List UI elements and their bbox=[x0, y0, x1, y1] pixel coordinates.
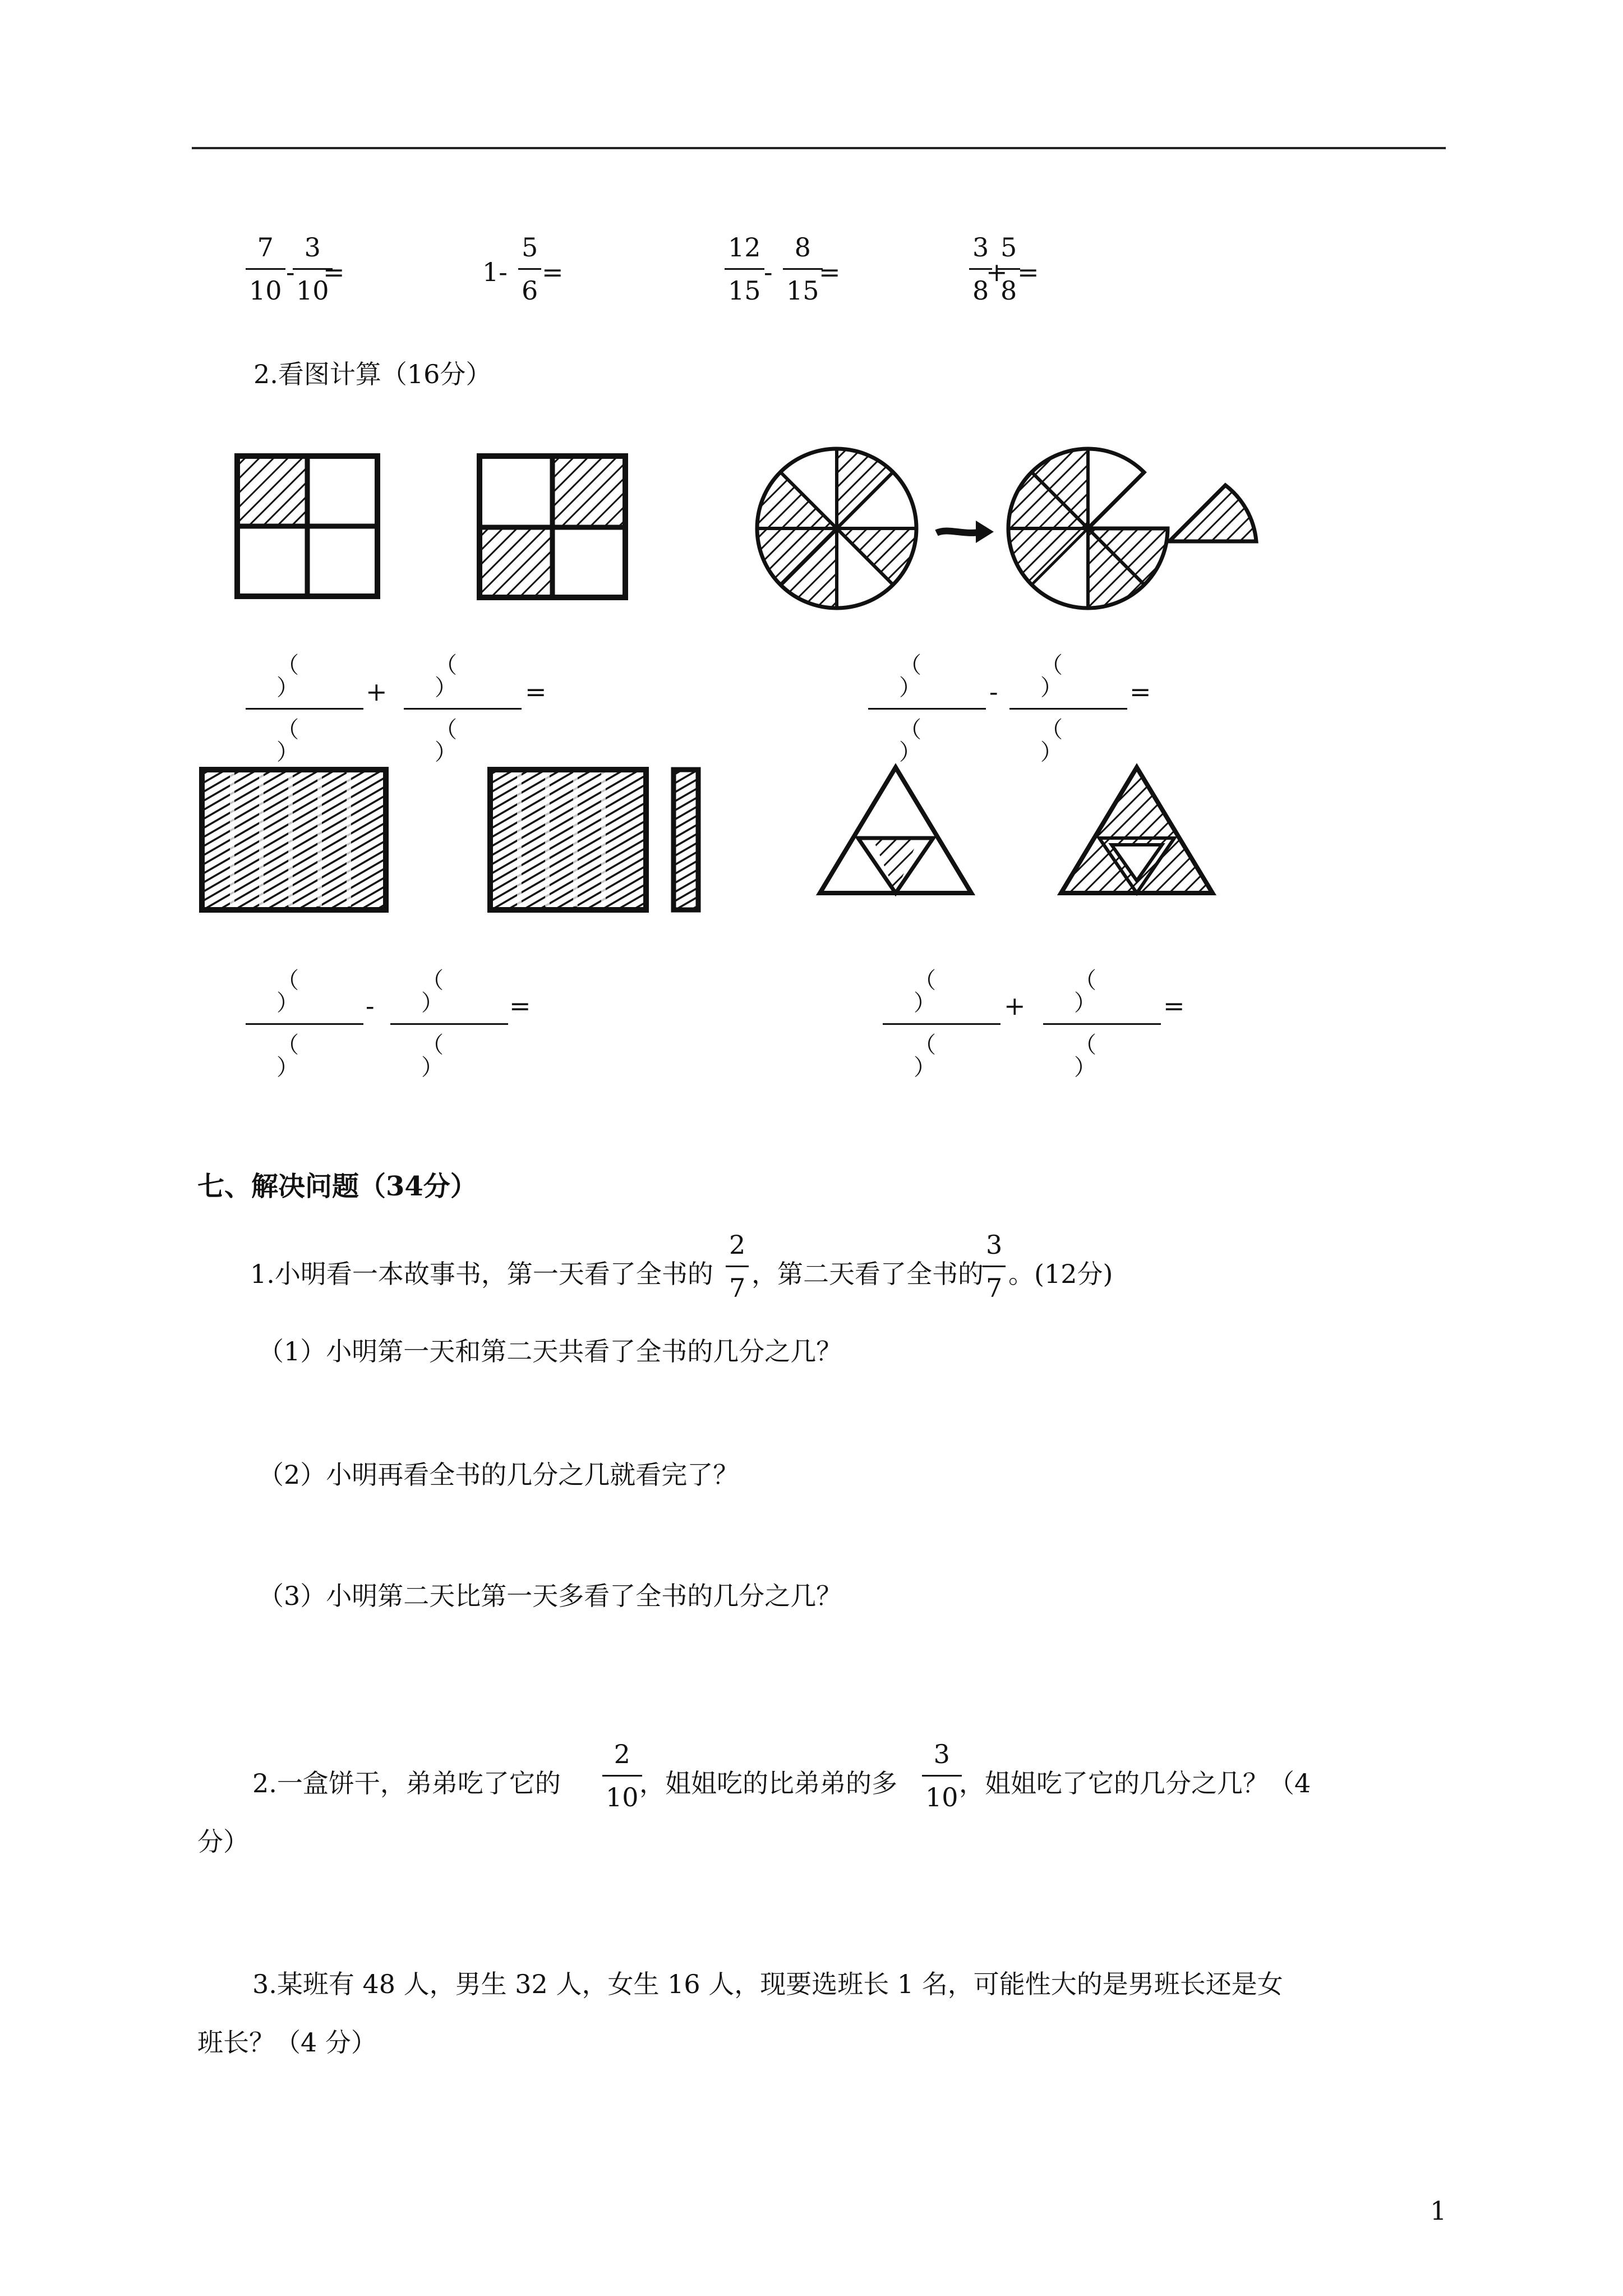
numerator: 7 bbox=[257, 232, 274, 263]
operator: + bbox=[986, 257, 1008, 287]
rectangle-figure-a bbox=[199, 766, 389, 913]
denominator: 8 bbox=[969, 268, 992, 303]
denominator: 15 bbox=[783, 268, 823, 303]
rectangle-strip bbox=[671, 766, 701, 913]
equals-sign: = bbox=[1129, 677, 1151, 707]
question-text: 2.一盒饼干，弟弟吃了它的 bbox=[252, 1768, 561, 1798]
answer-blank[interactable]: （ ） （ ） bbox=[404, 654, 522, 763]
equals-sign: = bbox=[1017, 257, 1039, 287]
page-number: 1 bbox=[1430, 2196, 1447, 2226]
rectangle-figure-b bbox=[487, 766, 649, 913]
shaded-cell bbox=[240, 459, 307, 526]
fraction bbox=[783, 232, 823, 306]
section2-title: 2.看图计算（16分） bbox=[253, 359, 492, 389]
sub-question: （1）小明第一天和第二天共看了全书的几分之几？ bbox=[258, 1336, 842, 1366]
fraction: $\frac{3}{10}$ bbox=[922, 1741, 962, 1810]
answer-blank[interactable]: （ ） （ ） bbox=[883, 969, 1000, 1079]
fraction: $\frac{2}{7}$ bbox=[726, 1232, 749, 1301]
question-text: 班长？（4 分） bbox=[197, 2027, 377, 2058]
numerator: 3 bbox=[972, 232, 989, 263]
question-text: 3.某班有 48 人，男生 32 人，女生 16 人，现要选班长 1 名，可能性大的是男班长还是女 bbox=[252, 1969, 1283, 1999]
denominator: 10 bbox=[246, 268, 285, 303]
denominator: 6 bbox=[518, 268, 541, 303]
answer-blank[interactable]: （ ） （ ） bbox=[1009, 654, 1127, 763]
fraction: $\frac{3}{7}$ bbox=[983, 1232, 1006, 1301]
equals-sign: = bbox=[1163, 991, 1185, 1021]
answer-blank[interactable]: （ ） （ ） bbox=[1043, 969, 1161, 1079]
answer-blank[interactable]: （ ） （ ） bbox=[868, 654, 986, 763]
operator: + bbox=[366, 677, 388, 707]
fraction bbox=[518, 232, 541, 306]
equals-sign: = bbox=[819, 257, 841, 287]
arrow-icon bbox=[937, 521, 994, 543]
operator: - bbox=[989, 677, 998, 707]
equals-sign: = bbox=[509, 991, 531, 1021]
equals-sign: = bbox=[542, 257, 564, 287]
circle-full bbox=[757, 449, 916, 608]
question-text: ，第二天看了全书的 bbox=[751, 1259, 984, 1289]
operator: - bbox=[286, 257, 295, 287]
answer-blank[interactable]: （ ） （ ） bbox=[390, 969, 508, 1079]
shaded-cell bbox=[552, 459, 623, 526]
detached-sector bbox=[1169, 485, 1256, 541]
shaded-triangle bbox=[873, 838, 919, 893]
triangle-figure-b bbox=[1055, 763, 1218, 903]
fraction bbox=[246, 232, 285, 306]
numerator: 12 bbox=[728, 232, 761, 263]
answer-blank[interactable]: （ ） （ ） bbox=[246, 969, 363, 1079]
operator: - bbox=[366, 991, 375, 1021]
integer-operand: 1- bbox=[482, 257, 508, 287]
question-text: ，姐姐吃了它的几分之几？（4 bbox=[959, 1768, 1311, 1798]
operator: - bbox=[764, 257, 773, 287]
numerator: 5 bbox=[1000, 232, 1017, 263]
header-rule bbox=[192, 147, 1446, 149]
question-text: 分） bbox=[197, 1826, 249, 1857]
numerator: 8 bbox=[794, 232, 811, 263]
numerator: 3 bbox=[304, 232, 321, 263]
question-text: 1.小明看一本故事书，第一天看了全书的 bbox=[250, 1259, 713, 1289]
answer-blank[interactable]: （ ） （ ） bbox=[246, 654, 363, 763]
operator: + bbox=[1004, 991, 1026, 1021]
shaded-cell bbox=[482, 529, 552, 596]
fraction bbox=[725, 232, 764, 306]
fraction: $\frac{2}{10}$ bbox=[602, 1741, 642, 1810]
denominator: 8 bbox=[997, 268, 1020, 303]
denominator: 10 bbox=[293, 268, 333, 303]
square-figure-a bbox=[234, 453, 381, 600]
equals-sign: = bbox=[323, 257, 345, 287]
numerator: 5 bbox=[522, 232, 538, 263]
equals-sign: = bbox=[525, 677, 547, 707]
question-text: 。(12分) bbox=[1008, 1259, 1113, 1289]
triangle-figure-a bbox=[814, 763, 977, 903]
question-text: ，姐姐吃的比弟弟的多 bbox=[639, 1768, 897, 1798]
section7-title: 七、解决问题（34分） bbox=[197, 1171, 477, 1202]
circle-partial bbox=[1008, 449, 1168, 608]
square-figure-b bbox=[477, 453, 628, 600]
circle-figures bbox=[751, 443, 1279, 628]
sub-question: （2）小明再看全书的几分之几就看完了？ bbox=[258, 1460, 739, 1490]
sub-question: （3）小明第二天比第一天多看了全书的几分之几？ bbox=[258, 1581, 842, 1611]
denominator: 15 bbox=[725, 268, 764, 303]
